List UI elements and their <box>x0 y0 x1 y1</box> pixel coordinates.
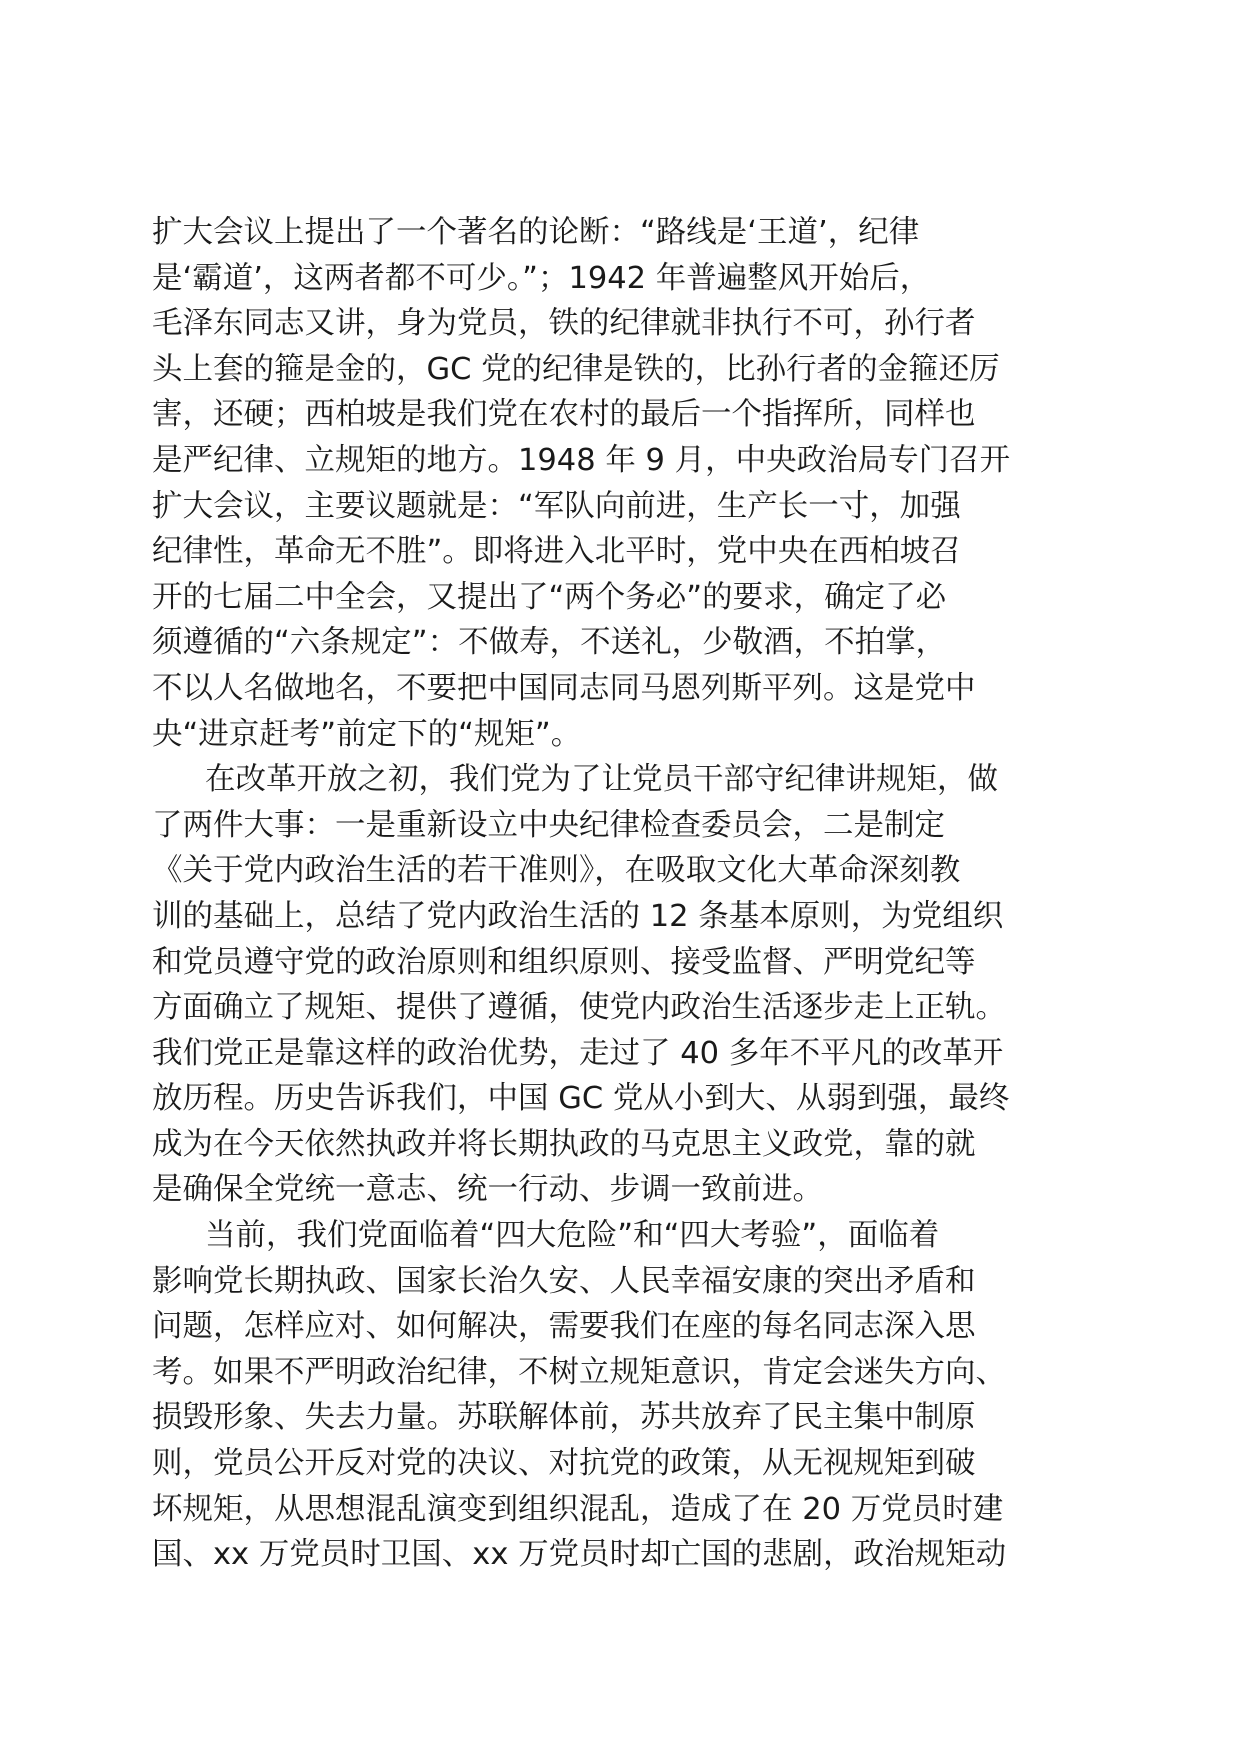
text-line: 方面确立了规矩、提供了遵循，使党内政治生活逐步走上正轨。 <box>152 990 1006 1026</box>
text-line: 不以人名做地名，不要把中国同志同马恩列斯平列。这是党中 <box>152 670 976 706</box>
text-line: 头上套的箍是金的，GC 党的纪律是铁的，比孙行者的金箍还厉 <box>152 351 1000 387</box>
text-line: 开的七届二中全会，又提出了“两个务必”的要求，确定了必 <box>152 579 947 615</box>
text-line: 成为在今天依然执政并将长期执政的马克思主义政党，靠的就 <box>152 1126 976 1162</box>
text-line: 则，党员公开反对党的决议、对抗党的政策，从无视规矩到破 <box>152 1446 976 1482</box>
text-line: 训的基础上，总结了党内政治生活的 12 条基本原则，为党组织 <box>152 898 1004 934</box>
text-line: 了两件大事：一是重新设立中央纪律检查委员会，二是制定 <box>152 807 945 843</box>
text-line: 《关于党内政治生活的若干准则》，在吸取文化大革命深刻教 <box>152 853 961 889</box>
text-line: 害，还硬；西柏坡是我们党在农村的最后一个指挥所，同样也 <box>152 397 976 433</box>
text-line: 是‘霸道’，这两者都不可少。”；1942 年普遍整风开始后， <box>152 260 931 296</box>
text-line: 须遵循的“六条规定”：不做寿，不送礼，少敬酒，不拍掌， <box>152 625 947 661</box>
text-line: 考。如果不严明政治纪律，不树立规矩意识，肯定会迷失方向、 <box>152 1354 1006 1390</box>
body-text <box>152 210 1092 1578</box>
paragraph-first-line: 当前，我们党面临着“四大危险”和“四大考验”，面临着 <box>205 1218 940 1254</box>
text-line: 和党员遵守党的政治原则和组织原则、接受监督、严明党纪等 <box>152 944 976 980</box>
text-line: 放历程。历史告诉我们，中国 GC 党从小到大、从弱到强，最终 <box>152 1081 1010 1117</box>
text-line: 毛泽东同志又讲，身为党员，铁的纪律就非执行不可，孙行者 <box>152 306 976 342</box>
text-line: 央“进京赶考”前定下的“规矩”。 <box>152 716 582 752</box>
text-line: 问题，怎样应对、如何解决，需要我们在座的每名同志深入思 <box>152 1309 976 1345</box>
text-line: 损毁形象、失去力量。苏联解体前，苏共放弃了民主集中制原 <box>152 1400 976 1436</box>
text-line: 纪律性，革命无不胜”。即将进入北平时，党中央在西柏坡召 <box>152 534 961 570</box>
text-line: 扩大会议上提出了一个著名的论断：“路线是‘王道’，纪律 <box>152 215 920 250</box>
text-line: 坏规矩，从思想混乱演变到组织混乱，造成了在 20 万党员时建 <box>152 1491 1004 1527</box>
text-line: 国、xx 万党员时卫国、xx 万党员时却亡国的悲剧，政治规矩动 <box>152 1537 1007 1573</box>
text-line: 是确保全党统一意志、统一行动、步调一致前进。 <box>152 1172 823 1208</box>
text-line: 是严纪律、立规矩的地方。1948 年 9 月，中央政治局专门召开 <box>152 442 1011 478</box>
text-line: 扩大会议，主要议题就是：“军队向前进，生产长一寸，加强 <box>152 488 961 524</box>
paragraph-first-line: 在改革开放之初，我们党为了让党员干部守纪律讲规矩，做 <box>205 762 998 798</box>
text-line: 影响党长期执政、国家长治久安、人民幸福安康的突出矛盾和 <box>152 1263 976 1299</box>
text-line: 我们党正是靠这样的政治优势，走过了 40 多年不平凡的改革开 <box>152 1035 1004 1071</box>
